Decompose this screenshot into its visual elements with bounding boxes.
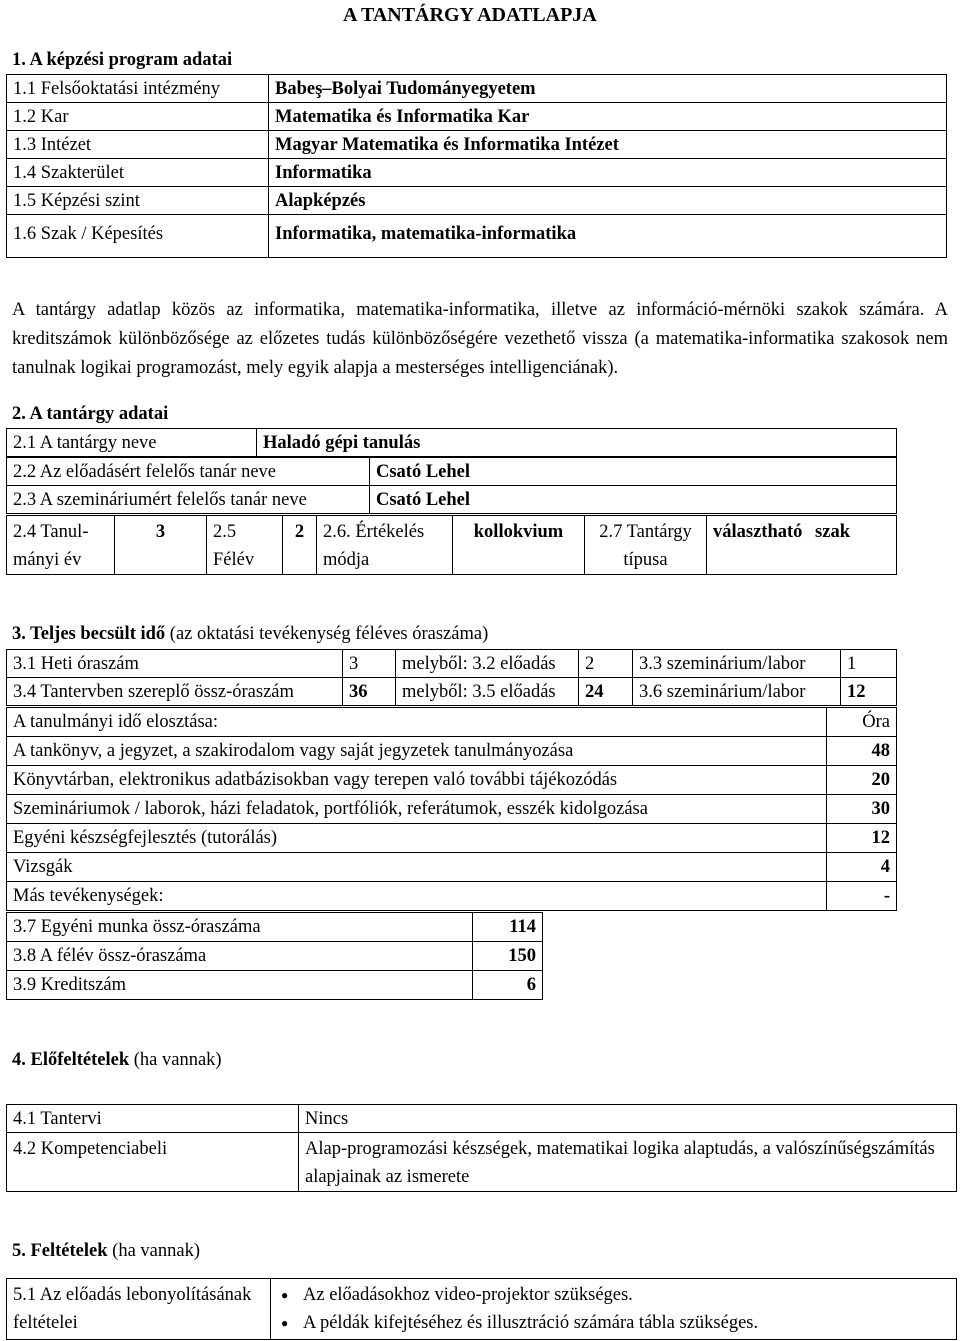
list-item: ● A példák kifejtéséhez és illusztráció számára tábla szükséges.	[277, 1309, 950, 1337]
section-5-heading-rest: (ha vannak)	[107, 1241, 201, 1261]
condition-list-cell	[271, 1279, 957, 1340]
table-row	[7, 971, 543, 1000]
activity-hours: 48	[827, 737, 897, 766]
section-5-heading-bold: 5. Feltételek	[12, 1241, 108, 1261]
activity-hours: 4	[827, 853, 897, 882]
section-3-heading-rest: (az oktatási tevékenység féléves óraszáma)	[165, 624, 489, 644]
program-value: Matematika és Informatika Kar	[269, 103, 947, 131]
total-value: 6	[473, 971, 543, 1000]
note-paragraph: A tantárgy adatlap közös az informatika, matematika-informatika, illetve az információ-mérnöki szakok számára. A kreditszámok különbözősége az előzetes tudás különbözőségére vezethető vissza (a matematika-informatika szakosok nem tanulnak logikai programozást, mely egyik alapja a mesterséges intelligenciának).	[12, 300, 948, 378]
total-label: 3.7 Egyéni munka össz-óraszáma	[7, 913, 473, 942]
lecture-hours-label: melyből: 3.2 előadás	[396, 650, 579, 678]
list-item: ● Az előadásokhoz video-projektor szükséges.	[277, 1281, 950, 1309]
seminar-teacher-label: 2.3 A szemináriumért felelős tanár neve	[7, 486, 370, 514]
program-value: Informatika, matematika-informatika	[269, 215, 947, 258]
course-meta-table	[6, 515, 897, 575]
table-row	[7, 131, 947, 159]
time-distribution-table	[6, 707, 897, 911]
lecturer-label: 2.2 Az előadásért felelős tanár neve	[7, 458, 370, 486]
totals-table	[6, 912, 543, 1000]
course-type-value: választható szak	[707, 516, 897, 575]
prereq-value: Nincs	[299, 1105, 957, 1133]
section-3-heading-bold: 3. Teljes becsült idő	[12, 624, 166, 644]
total-value: 114	[473, 913, 543, 942]
evaluation-value: kollokvium	[453, 516, 585, 575]
total-hours-label: 3.4 Tantervben szereplő össz-óraszám	[7, 678, 343, 706]
activity-hours: 30	[827, 795, 897, 824]
table-row	[7, 103, 947, 131]
evaluation-label: 2.6. Értékelés módja	[317, 516, 453, 575]
seminar-hours-label: 3.3 szeminárium/labor	[633, 650, 841, 678]
lecturer-value: Csató Lehel	[370, 458, 897, 486]
table-row	[7, 708, 897, 737]
study-year-label: 2.4 Tanul-mányi év	[7, 516, 115, 575]
program-label: 1.4 Szakterület	[7, 159, 269, 187]
total-lecture-value: 24	[579, 678, 633, 706]
program-value: Babeş–Bolyai Tudományegyetem	[269, 75, 947, 103]
table-row	[7, 650, 897, 678]
program-value: Informatika	[269, 159, 947, 187]
total-label: 3.8 A félév össz-óraszáma	[7, 942, 473, 971]
table-row	[7, 853, 897, 882]
table-row	[7, 516, 897, 575]
table-row	[7, 486, 897, 514]
table-row	[7, 75, 947, 103]
program-label: 1.6 Szak / Képesítés	[7, 215, 269, 258]
total-seminar-label: 3.6 szeminárium/labor	[633, 678, 841, 706]
hours-table	[6, 649, 897, 706]
page-title: A TANTÁRGY ADATLAPJA	[343, 4, 597, 26]
total-lecture-label: melyből: 3.5 előadás	[396, 678, 579, 706]
program-value: Magyar Matematika és Informatika Intézet	[269, 131, 947, 159]
table-row	[7, 1133, 957, 1192]
section-4-heading-bold: 4. Előfeltételek	[12, 1050, 130, 1070]
program-label: 1.2 Kar	[7, 103, 269, 131]
program-value: Alapképzés	[269, 187, 947, 215]
table-row	[7, 882, 897, 911]
activity-label: Más tevékenységek:	[7, 882, 827, 911]
table-row	[7, 429, 897, 457]
table-row	[7, 795, 897, 824]
table-row	[7, 913, 543, 942]
activity-label: Egyéni készségfejlesztés (tutorálás)	[7, 824, 827, 853]
program-label: 1.1 Felsőoktatási intézmény	[7, 75, 269, 103]
section-3-heading	[12, 620, 488, 648]
seminar-hours-value: 1	[841, 650, 897, 678]
prereq-value: Alap-programozási készségek, matematikai logika alaptudás, a valószínűségszámítás alapjainak az ismerete	[299, 1133, 957, 1192]
program-data-table	[6, 74, 947, 258]
table-row	[7, 187, 947, 215]
table-row	[7, 824, 897, 853]
course-name-table	[6, 428, 897, 457]
total-label: 3.9 Kreditszám	[7, 971, 473, 1000]
section-4-heading-rest: (ha vannak)	[129, 1050, 222, 1070]
semester-label: 2.5 Félév	[207, 516, 283, 575]
total-value: 150	[473, 942, 543, 971]
program-label: 1.5 Képzési szint	[7, 187, 269, 215]
table-row	[7, 737, 897, 766]
total-hours-value: 36	[343, 678, 396, 706]
condition-label: 5.1 Az előadás lebonyolításának feltételei	[7, 1279, 271, 1340]
section-1-heading: 1. A képzési program adatai	[12, 50, 233, 70]
table-row	[7, 1279, 957, 1340]
weekly-hours-value: 3	[343, 650, 396, 678]
table-row	[7, 1105, 957, 1133]
seminar-teacher-value: Csató Lehel	[370, 486, 897, 514]
distribution-label: A tanulmányi idő elosztása:	[7, 708, 827, 737]
activity-hours: 12	[827, 824, 897, 853]
conditions-table	[6, 1278, 957, 1340]
prerequisites-table	[6, 1104, 957, 1192]
table-row	[7, 678, 897, 706]
teachers-table	[6, 457, 897, 514]
activity-label: Könyvtárban, elektronikus adatbázisokban vagy terepen való további tájékozódás	[7, 766, 827, 795]
total-seminar-value: 12	[841, 678, 897, 706]
table-row	[7, 159, 947, 187]
program-label: 1.3 Intézet	[7, 131, 269, 159]
course-type-label: 2.7 Tantárgy típusa	[585, 516, 707, 575]
prereq-label: 4.2 Kompetenciabeli	[7, 1133, 299, 1192]
distribution-unit: Óra	[827, 708, 897, 737]
activity-label: Vizsgák	[7, 853, 827, 882]
study-year-value: 3	[115, 516, 207, 575]
weekly-hours-label: 3.1 Heti óraszám	[7, 650, 343, 678]
table-row	[7, 215, 947, 258]
section-2-heading: 2. A tantárgy adatai	[12, 404, 169, 424]
course-name-value: Haladó gépi tanulás	[257, 429, 897, 457]
course-name-label: 2.1 A tantárgy neve	[7, 429, 257, 457]
activity-label: A tankönyv, a jegyzet, a szakirodalom vagy saját jegyzetek tanulmányozása	[7, 737, 827, 766]
table-row	[7, 766, 897, 795]
activity-hours: 20	[827, 766, 897, 795]
lecture-hours-value: 2	[579, 650, 633, 678]
semester-value: 2	[283, 516, 317, 575]
section-4-heading	[12, 1046, 222, 1074]
activity-label: Szemináriumok / laborok, házi feladatok, portfóliók, referátumok, esszék kidolgozása	[7, 795, 827, 824]
prereq-label: 4.1 Tantervi	[7, 1105, 299, 1133]
section-5-heading	[12, 1237, 200, 1265]
table-row	[7, 942, 543, 971]
activity-hours: -	[827, 882, 897, 911]
condition-list	[277, 1281, 950, 1337]
table-row	[7, 458, 897, 486]
